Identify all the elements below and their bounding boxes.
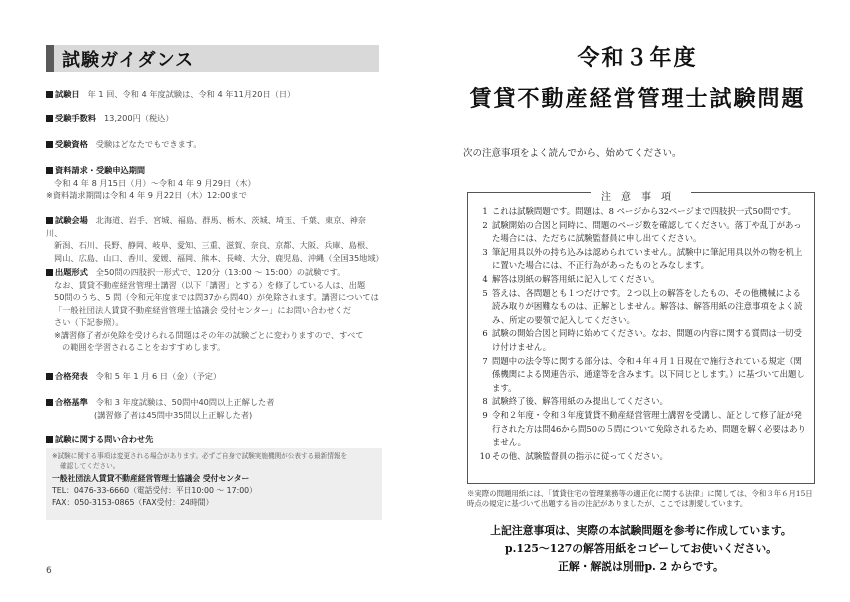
note-number: 10	[479, 450, 491, 461]
note-text: 試験終了後、解答用紙のみ提出してください。	[492, 396, 668, 407]
exam-date-label: 試験日	[55, 89, 80, 99]
note-number: 1	[482, 206, 488, 216]
note-text: 問題中の法令等に関する部分は、令和４年４月１日現在で施行されている規定（関係機関による関連告示、通達等を含みます。以下同じとします。）に基づいて出題します。	[492, 355, 805, 393]
note-text: 筆記用具以外の持ち込みは認められていません。試験中に筆記用具以外の物を机上に置いた場合には、不正行為があったものとみなします。	[492, 246, 803, 271]
note-item	[478, 287, 808, 328]
criteria-value: 令和 3 年度試験は、50問中40問以上正解した者	[95, 397, 275, 407]
period-line: 令和 4 年 8 月15日（月）～令和 4 年 9 月29日（木）	[54, 177, 256, 188]
note-text: これは試験問題です。問題は、8 ページから32ページまで四肢択一式50問です。	[492, 206, 796, 216]
final-note: 上記注意事項は、実際の本試験問題を参考に作成しています。	[490, 524, 792, 537]
venues-section	[46, 214, 382, 264]
note-item	[478, 450, 808, 464]
exam-main-title: 賃貸不動産経営管理士試験問題	[469, 86, 806, 112]
note-item	[478, 395, 808, 409]
footnote: ※実際の問題用紙には、「賃貸住宅の管理業務等の適正化に関する法律」に関しては、令和３年６月15日時点の規定に基づいて出題する旨の注記がありましたが、ここでは割愛しています。	[467, 489, 813, 508]
format-line: 50問のうち、5 問（令和元年度までは問37から問40）が免除されます。講習については	[54, 292, 379, 302]
announcement-label: 合格発表	[55, 371, 88, 381]
qualification-label: 受験資格	[55, 139, 88, 149]
format-note: ※講習修了者が免除を受けられる問題はその年の試験ごとに変わりますので、すべて	[54, 329, 364, 340]
bullet-square-icon	[46, 141, 53, 148]
format-note: の範囲を学習されることをおすすめします。	[62, 342, 226, 352]
contact-note-line: ※試験に関する事項は変更される場合があります。必ずご自身で試験実施機関が公表する最新情報を	[52, 452, 348, 460]
note-text: 答えは、各問題とも１つだけです。２つ以上の解答をしたもの、その他機械による読み取りが困難なものは、正解としません。解答は、解答用紙の注意事項をよく読み、所定の要領で記入してください。	[492, 287, 803, 325]
announcement-section	[46, 370, 382, 383]
contact-section	[46, 433, 382, 446]
contact-box	[46, 448, 382, 520]
note-text: 試験の開始合図と同時に始めてください。なお、問題の内容に関する質問は一切受け付けません。	[492, 328, 802, 352]
note-item	[478, 273, 808, 287]
note-item	[478, 205, 808, 219]
intro-text: 次の注意事項をよく読んでから、始めてください。	[463, 148, 682, 159]
note-item	[478, 246, 808, 273]
bullet-square-icon	[46, 91, 53, 98]
contact-fax: FAX：050-3153-0865（FAX受付：24時間）	[52, 498, 214, 507]
criteria-label: 合格基準	[55, 397, 88, 407]
guidance-header	[46, 45, 379, 72]
period-label: 資料請求・受験申込期間	[55, 165, 146, 175]
notes-heading-text: 注意事項	[591, 192, 691, 203]
notes-box	[467, 192, 815, 484]
final-note: 正解・解説は別冊p. 2 からです。	[558, 560, 724, 573]
exam-date-value: 年 1 回、令和 4 年度試験は、令和 4 年11月20日（日）	[87, 89, 296, 99]
announcement-value: 令和 5 年 1 月 6 日（金）（予定）	[95, 371, 222, 381]
format-section	[46, 266, 382, 354]
period-note: ※資料請求期間は令和 4 年 9 月22日（木）12:00まで	[46, 190, 247, 200]
page-number: 6	[46, 566, 52, 576]
bullet-square-icon	[46, 217, 53, 224]
format-line: さい（下記参照）。	[54, 317, 124, 327]
format-label: 出題形式	[55, 267, 88, 277]
format-line: 「一般社団法人賃貸不動産経営管理士協議会 受付センター」にお問い合わせくだ	[54, 304, 352, 315]
note-number: 6	[482, 328, 488, 339]
bullet-square-icon	[46, 115, 53, 122]
contact-label: 試験に関する問い合わせ先	[55, 434, 154, 444]
fee-label: 受験手数料	[55, 113, 96, 123]
notes-heading	[468, 185, 814, 204]
contact-tel: TEL：0476-33-6660（電話受付：平日10:00 ～ 17:00）	[52, 486, 257, 495]
note-number: 8	[482, 396, 488, 407]
bullet-square-icon	[46, 269, 53, 276]
note-number: 5	[482, 287, 488, 298]
bullet-square-icon	[46, 373, 53, 380]
format-line: 全50問の四肢択一形式で、120分（13:00 ～ 15:00）の試験です。	[95, 267, 346, 277]
notes-list	[478, 205, 808, 463]
venues-line: 岡山、広島、山口、香川、愛媛、福岡、熊本、長崎、大分、鹿児島、沖縄（全国35地域）	[54, 252, 384, 263]
contact-org: 一般社団法人賃貸不動産経営管理士協議会 受付センター	[52, 474, 250, 483]
bullet-square-icon	[46, 167, 53, 174]
contact-note	[46, 448, 382, 471]
note-item	[478, 327, 808, 354]
bullet-square-icon	[46, 399, 53, 406]
period-section	[46, 164, 382, 202]
header-accent-bar	[46, 45, 54, 72]
note-text: その他、試験監督員の指示に従ってください。	[492, 450, 668, 461]
note-number: 9	[482, 409, 488, 420]
right-page	[425, 0, 850, 602]
note-item	[478, 409, 808, 450]
venues-label: 試験会場	[55, 215, 88, 225]
format-line: なお、賃貸不動産経営管理士講習（以下「講習」とする）を修了している人は、出題	[54, 279, 366, 290]
venues-line: 北海道、岩手、宮城、福島、群馬、栃木、茨城、埼玉、千葉、東京、神奈川、	[46, 215, 366, 238]
qualification-section	[46, 138, 382, 151]
note-item	[478, 219, 808, 246]
note-text: 解答は別紙の解答用紙に記入してください。	[492, 273, 660, 284]
exam-year-title: 令和３年度	[577, 45, 698, 71]
note-number: 2	[482, 219, 488, 230]
fee-section	[46, 112, 382, 125]
qualification-value: 受験はどなたでもできます。	[95, 139, 202, 149]
venues-line: 新潟、石川、長野、静岡、岐阜、愛知、三重、滋賀、奈良、京都、大阪、兵庫、島根、	[54, 240, 374, 250]
note-text: 試験開始の合図と同時に、問題のページ数を確認してください。落丁や乱丁があった場合には、ただちに試験監督員に申し出てください。	[492, 219, 802, 244]
exam-date-section	[46, 88, 382, 101]
final-note: p.125～127の解答用紙をコピーしてお使いください。	[505, 542, 777, 555]
note-number: 4	[482, 273, 488, 284]
criteria-section	[46, 396, 382, 421]
criteria-value: (講習修了者は45問中35問以上正解した者)	[94, 409, 253, 420]
guidance-title: 試験ガイダンス	[62, 49, 195, 71]
note-number: 3	[482, 246, 488, 257]
fee-value: 13,200円（税込）	[103, 113, 174, 123]
bullet-square-icon	[46, 436, 53, 443]
contact-note-line: 確認してください。	[60, 461, 120, 470]
note-number: 7	[482, 355, 488, 366]
note-text: 令和２年度・令和３年度賃貸不動産経営管理士講習を受講し、証として修了証が発行された方は問46から問50の５問について免除されるため、問題を解く必要はありません。	[492, 409, 806, 448]
note-item	[478, 355, 808, 396]
